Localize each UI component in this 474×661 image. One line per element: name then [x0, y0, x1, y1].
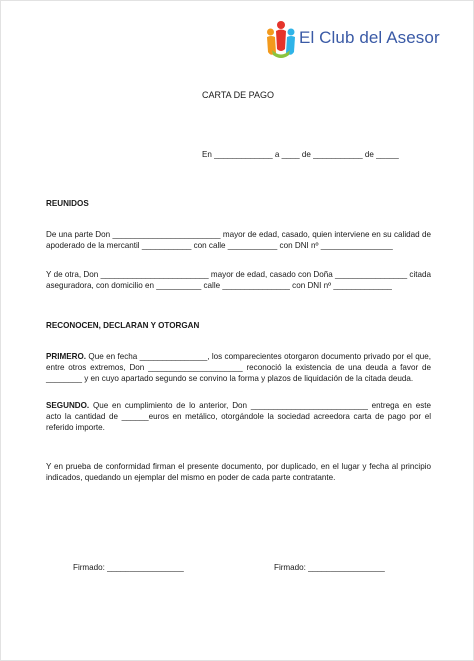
primero-label: PRIMERO.	[46, 352, 87, 361]
segundo-text: Que en cumplimiento de lo anterior, Don __________________________ entrega en este acto la cantidad de ______euros en metálico, otorgándole la sociedad acreedora carta de pago por el referido importe.	[46, 401, 431, 433]
place-date-line: En _____________ a ____ de ___________ de _____	[202, 150, 399, 159]
reconocen-heading: RECONOCEN, DECLARAN Y OTORGAN	[46, 321, 200, 330]
document-title: CARTA DE PAGO	[201, 90, 275, 100]
party-two-paragraph: Y de otra, Don ________________________ mayor de edad, casado con Doña ________________ citada aseguradora, con domicilio en __________ calle _______________ con DNI nº _____________	[46, 270, 431, 291]
signature-left: Firmado: _________________	[73, 563, 184, 572]
primero-text: Que en fecha _______________, los comparecientes otorgaron documento privado por el que, entre otros extremos, Don _____________________ reconoció la existencia de una deuda a favor de ________ y en cuyo apartado segundo se convino la forma y plazos de liquidación de la citada deuda.	[46, 352, 431, 384]
signature-right: Firmado: _________________	[274, 563, 385, 572]
primero-clause	[46, 351, 431, 385]
brand-logo	[264, 19, 464, 59]
party-one-paragraph: De una parte Don ________________________ mayor de edad, casado, quien interviene en su calidad de apoderado de la mercantil ___________ con calle ___________ con DNI nº ________________	[46, 230, 431, 251]
segundo-label: SEGUNDO.	[46, 401, 90, 410]
club-people-icon	[264, 19, 298, 59]
segundo-clause	[46, 400, 431, 434]
closing-paragraph: Y en prueba de conformidad firman el presente documento, por duplicado, en el lugar y fecha al principio indicados, quedando un ejemplar del mismo en poder de cada parte contratante.	[46, 462, 431, 483]
reunidos-heading: REUNIDOS	[46, 199, 89, 208]
logo-wordmark: El Club del Asesor	[299, 28, 440, 47]
